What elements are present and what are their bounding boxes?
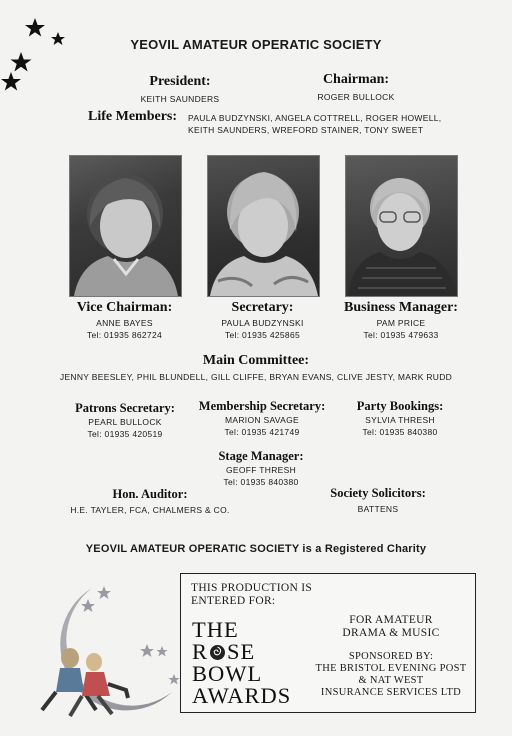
- patrons-secretary-name: PEARL BULLOCK: [88, 417, 162, 427]
- star-icon: [25, 18, 45, 37]
- sponsor-line3: INSURANCE SERVICES LTD: [320, 687, 462, 698]
- life-members-label: Life Members:: [88, 109, 178, 124]
- party-bookings-label: Party Bookings:: [356, 399, 444, 413]
- membership-secretary-name: MARION SAVAGE: [225, 415, 299, 425]
- entry-intro-line2: ENTERED FOR:: [191, 595, 276, 607]
- award-for-line1: FOR AMATEUR: [349, 614, 433, 626]
- stage-manager-tel: Tel: 01935 840380: [223, 477, 299, 487]
- stage-manager-label: Stage Manager:: [218, 449, 304, 463]
- stage-manager-name: GEOFF THRESH: [225, 465, 297, 475]
- patrons-secretary-tel: Tel: 01935 420519: [87, 429, 163, 439]
- life-members-line2: KEITH SAUNDERS, WREFORD STAINER, TONY SWEET: [188, 125, 424, 135]
- business-manager-tel: Tel: 01935 479633: [363, 330, 439, 340]
- portrait-photo-vice-chairman: [69, 155, 182, 297]
- star-cluster-icon: [0, 14, 70, 96]
- logo-line-the: THE: [192, 617, 239, 642]
- portrait-photo-business-manager: [345, 155, 458, 297]
- secretary-name: PAULA BUDZYNSKI: [221, 318, 304, 328]
- main-committee-members: JENNY BEESLEY, PHIL BLUNDELL, GILL CLIFFE, BRYAN EVANS, CLIVE JESTY, MARK RUDD: [59, 372, 453, 382]
- sponsor-line2: & NAT WEST: [358, 675, 424, 686]
- logo-line-awards: AWARDS: [192, 683, 292, 708]
- star-icon: [168, 674, 179, 684]
- logo-line-rose: [192, 641, 255, 663]
- society-solicitors-label: Society Solicitors:: [330, 486, 426, 500]
- secretary-label: Secretary:: [231, 300, 294, 315]
- star-icon: [97, 586, 111, 599]
- main-committee-label: Main Committee:: [202, 353, 310, 368]
- society-solicitors-name: BATTENS: [357, 504, 399, 514]
- award-for-line2: DRAMA & MUSIC: [342, 627, 440, 639]
- crescent-moon-illustration: [22, 580, 192, 730]
- party-bookings-name: SYLVIA THRESH: [365, 415, 435, 425]
- president-name: KEITH SAUNDERS: [140, 94, 220, 104]
- charity-statement: YEOVIL AMATEUR OPERATIC SOCIETY is a Registered Charity: [85, 543, 427, 555]
- star-icon: [81, 599, 95, 612]
- hon-auditor-name: H.E. TAYLER, FCA, CHALMERS & CO.: [70, 505, 230, 515]
- vice-chairman-label: Vice Chairman:: [76, 300, 173, 315]
- portrait-photo-secretary: [207, 155, 320, 297]
- logo-letter-r: R: [192, 639, 209, 664]
- party-bookings-tel: Tel: 01935 840380: [362, 427, 438, 437]
- logo-letters-se: SE: [227, 639, 256, 664]
- rose-icon: [209, 643, 226, 660]
- business-manager-label: Business Manager:: [344, 300, 458, 315]
- vice-chairman-name: ANNE BAYES: [96, 318, 153, 328]
- membership-secretary-label: Membership Secretary:: [198, 399, 326, 413]
- star-icon: [140, 644, 154, 657]
- entry-intro-line1: THIS PRODUCTION IS: [191, 582, 313, 594]
- sponsor-label: SPONSORED BY:: [348, 651, 434, 662]
- sponsor-line1: THE BRISTOL EVENING POST: [315, 663, 467, 674]
- star-icon: [11, 52, 32, 72]
- business-manager-name: PAM PRICE: [376, 318, 426, 328]
- logo-line-bowl: BOWL: [192, 661, 263, 686]
- life-members-line1: PAULA BUDZYNSKI, ANGELA COTTRELL, ROGER HOWELL,: [188, 113, 442, 123]
- president-label: President:: [149, 74, 211, 89]
- secretary-tel: Tel: 01935 425865: [224, 330, 301, 340]
- vice-chairman-tel: Tel: 01935 862724: [86, 330, 163, 340]
- page-title: YEOVIL AMATEUR OPERATIC SOCIETY: [130, 37, 382, 52]
- chairman-name: ROGER BULLOCK: [317, 92, 395, 102]
- chairman-label: Chairman:: [322, 72, 390, 87]
- membership-secretary-tel: Tel: 01935 421749: [224, 427, 300, 437]
- patrons-secretary-label: Patrons Secretary:: [75, 401, 175, 415]
- rose-bowl-awards-box: [180, 573, 476, 713]
- hon-auditor-label: Hon. Auditor:: [112, 487, 188, 501]
- star-icon: [156, 646, 167, 656]
- star-icon: [1, 72, 21, 91]
